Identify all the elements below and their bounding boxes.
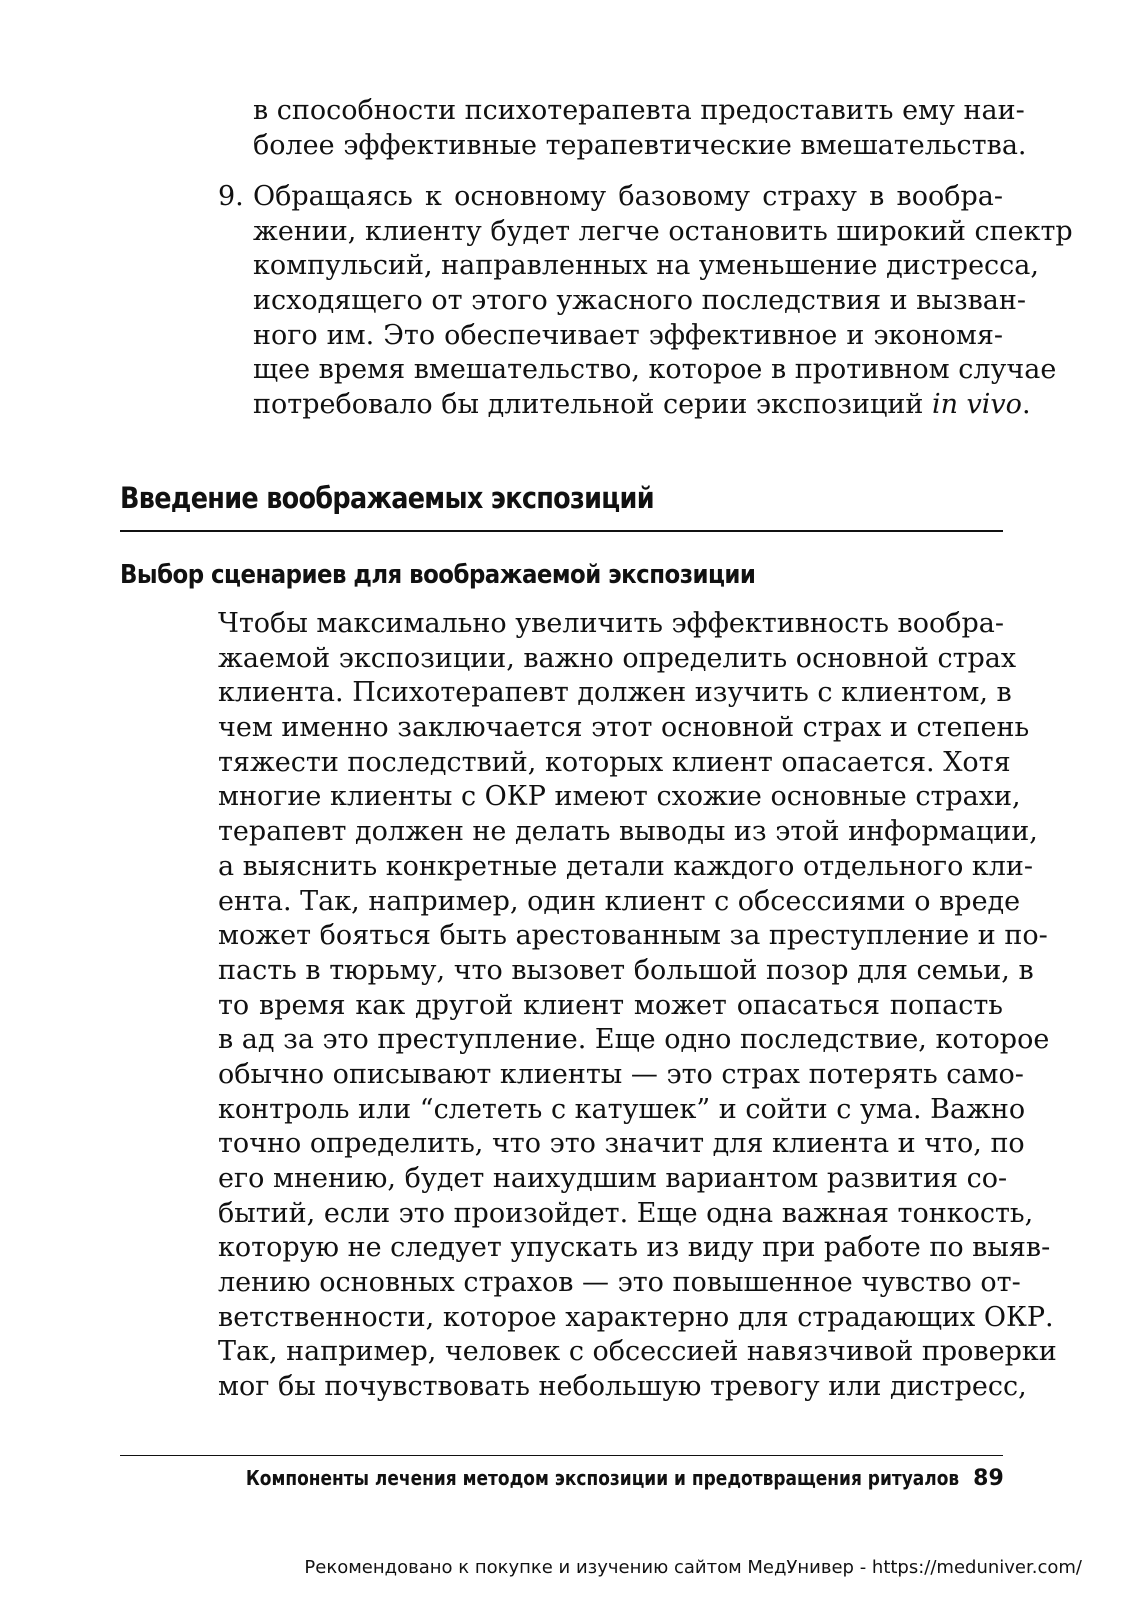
- text-line: жаемой экспозиции, важно определить основной страх: [218, 642, 1017, 674]
- text-span: .: [1021, 389, 1031, 421]
- text-line: ента. Так, например, один клиент с обсессиями о вреде: [218, 885, 1021, 917]
- footer-rule: [120, 1455, 1003, 1456]
- text-line: мог бы почувствовать небольшую тревогу или дистресс,: [218, 1371, 1027, 1403]
- body-paragraph: [218, 607, 1057, 1405]
- text-line: то время как другой клиент может опасаться попасть: [218, 989, 1003, 1021]
- text-line: ного им. Это обеспечивает эффективное и экономя-: [253, 319, 1003, 351]
- text-line: в способности психотерапевта предоставить ему наи-: [253, 95, 1025, 126]
- text-line: в ад за это преступление. Еще одно последствие, которое: [218, 1024, 1050, 1056]
- text-line: [253, 388, 1031, 423]
- subsection-heading: Выбор сценариев для воображаемой экспозиции: [120, 560, 756, 590]
- text-line: а выяснить конкретные детали каждого отдельного кли-: [218, 850, 1034, 882]
- text-line: обычно описывают клиенты — это страх потерять само-: [218, 1058, 1024, 1090]
- watermark-text: Рекомендовано к покупке и изучению сайтом МедУнивер - https://meduniver.com/: [304, 1557, 1082, 1578]
- list-item-number: 9.: [218, 181, 244, 212]
- text-line: более эффективные терапевтические вмешательства.: [253, 129, 1027, 161]
- text-line: которую не следует упускать из виду при работе по выяв-: [218, 1232, 1051, 1264]
- text-line: щее время вмешательство, которое в противном случае: [253, 354, 1057, 386]
- text-line: Обращаясь к основному базовому страху в вообра-: [253, 181, 1003, 212]
- section-heading: Введение воображаемых экспозиций: [120, 481, 654, 515]
- text-line: чем именно заключается этот основной страх и степень: [218, 712, 1030, 744]
- text-line: компульсий, направленных на уменьшение дистресса,: [253, 250, 1039, 282]
- text-line: контроль или “слететь с катушек” и сойти с ума. Важно: [218, 1093, 1026, 1125]
- text-line: ветственности, которое характерно для страдающих ОКР.: [218, 1301, 1054, 1333]
- text-line: точно определить, что это значит для клиента и что, по: [218, 1128, 1025, 1160]
- page-footer: [120, 1460, 1003, 1496]
- text-line: тяжести последствий, которых клиент опасается. Хотя: [218, 746, 1011, 778]
- list-item-text: [253, 180, 1073, 423]
- text-line: терапевт должен не делать выводы из этой информации,: [218, 816, 1038, 848]
- running-footer-title: Компоненты лечения методом экспозиции и предотвращения ритуалов: [245, 1466, 960, 1490]
- text-line: может бояться быть арестованным за преступление и по-: [218, 920, 1048, 952]
- text-span: потребовало бы длительной серии экспозиций: [253, 389, 932, 421]
- text-line: бытий, если это произойдет. Еще одна важная тонкость,: [218, 1197, 1034, 1229]
- text-line: Чтобы максимально увеличить эффективность вообра-: [218, 608, 1004, 639]
- text-line: лению основных страхов — это повышенное чувство от-: [218, 1267, 1021, 1299]
- text-line: его мнению, будет наихудшим вариантом развития со-: [218, 1163, 1008, 1194]
- heading-rule: [120, 530, 1003, 532]
- text-line: жении, клиенту будет легче остановить широкий спектр: [253, 215, 1073, 247]
- text-line: клиента. Психотерапевт должен изучить с клиентом, в: [218, 677, 1012, 709]
- continuation-text: [253, 94, 1027, 163]
- text-line: многие клиенты с ОКР имеют схожие основные страхи,: [218, 781, 1021, 813]
- text-line: пасть в тюрьму, что вызовет большой позор для семьи, в: [218, 954, 1034, 986]
- text-line: исходящего от этого ужасного последствия и вызван-: [253, 285, 1026, 317]
- italic-term: in vivo: [931, 389, 1022, 421]
- page-number: 89: [973, 1466, 1004, 1491]
- text-line: Так, например, человек с обсессией навязчивой проверки: [218, 1336, 1057, 1368]
